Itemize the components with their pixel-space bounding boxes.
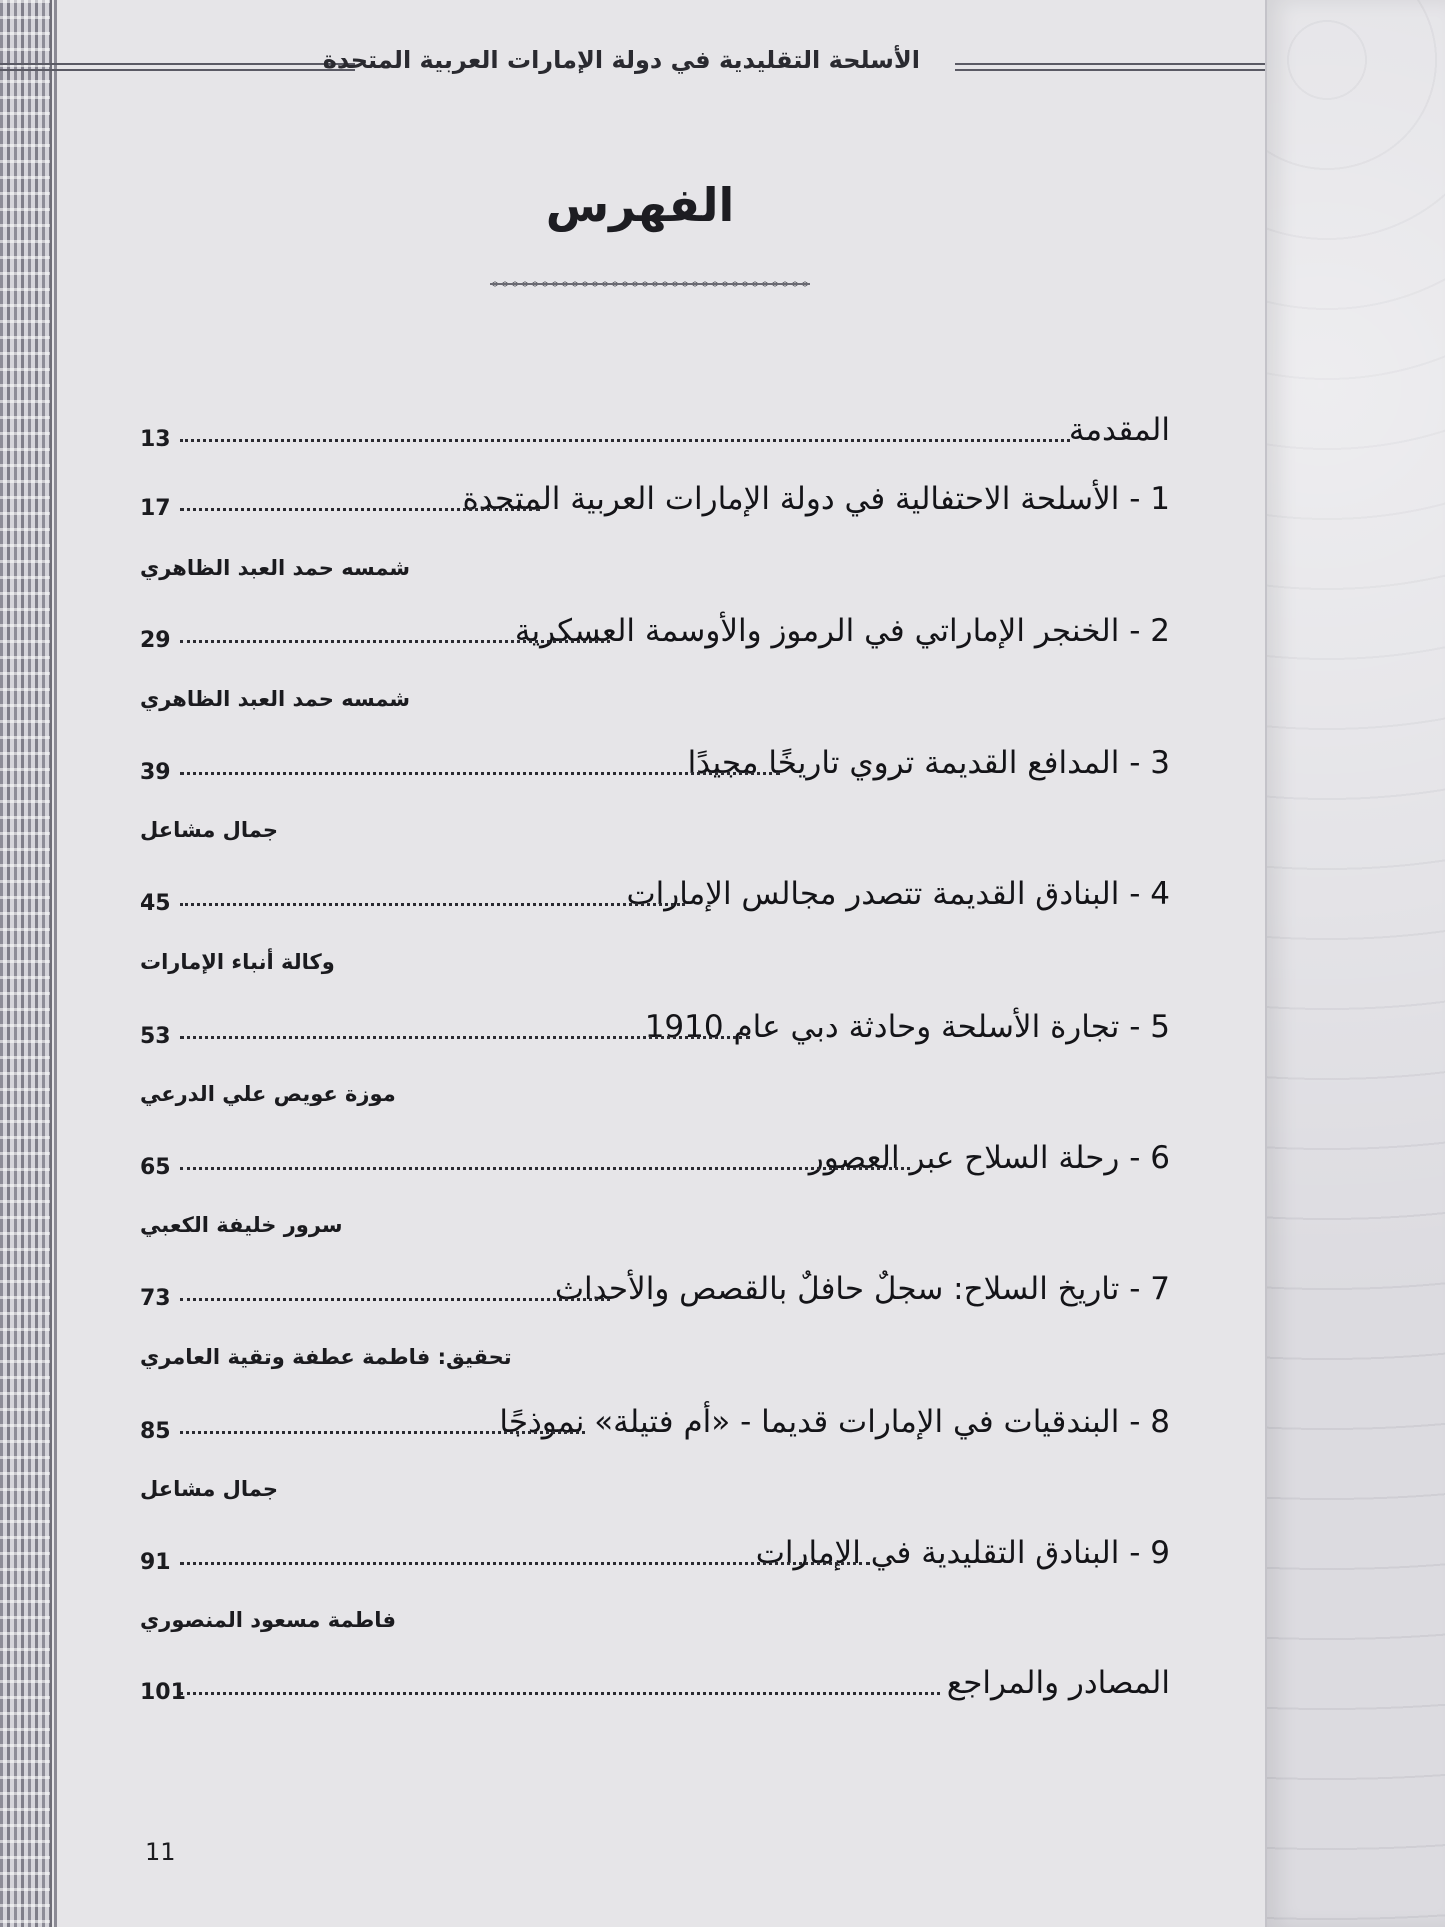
toc-entry [140,995,1170,1051]
header-rule-left-2 [0,69,355,71]
header-rule-right [955,63,1265,65]
dot-leader [180,1295,610,1301]
dot-leader [180,436,1070,442]
entry-title: 1 - الأسلحة الاحتفالية في دولة الإمارات العربية المتحدة [462,481,1170,517]
dot-leader [180,900,685,906]
header-rule-right-2 [955,69,1265,71]
entry-author: فاطمة مسعود المنصوري [140,1608,396,1632]
dot-leader [180,1033,750,1039]
toc-entry [140,1651,1170,1707]
book-title: الأسلحة التقليدية في دولة الإمارات العربية المتحدة [322,46,920,74]
entry-title: 7 - تاريخ السلاح: سجلٌ حافلٌ بالقصص والأحداث [554,1271,1170,1307]
entry-title: 2 - الخنجر الإماراتي في الرموز والأوسمة العسكرية [514,613,1170,649]
dot-leader [180,637,610,643]
left-border-line [54,0,57,1927]
entry-title: 9 - البنادق التقليدية في الإمارات [755,1535,1170,1571]
toc-entry [140,398,1170,454]
page-number: 11 [145,1838,176,1866]
entry-page: 29 [140,628,171,653]
entry-author: وكالة أنباء الإمارات [140,950,335,974]
entry-page: 13 [140,427,171,452]
toc-entry [140,1521,1170,1577]
dot-leader [180,769,780,775]
toc-entry [140,1126,1170,1182]
running-header [0,38,1265,78]
toc-heading: الفهرس [545,178,735,232]
facing-page-pattern [1265,0,1445,1927]
entry-page: 101 [140,1680,186,1705]
entry-author: شمسه حمد العبد الظاهري [140,687,411,711]
entry-page: 91 [140,1550,171,1575]
entry-author: جمال مشاعل [140,818,278,842]
toc-entry [140,467,1170,523]
entry-author: سرور خليفة الكعبي [140,1213,343,1237]
entry-page: 39 [140,760,171,785]
entry-page: 17 [140,496,171,521]
entry-author: جمال مشاعل [140,1477,278,1501]
entry-title: 8 - البندقيات في الإمارات قديما - «أم فتيلة» نموذجًا [499,1404,1170,1440]
dot-leader [180,1559,870,1565]
entry-page: 85 [140,1419,171,1444]
entry-author: تحقيق: فاطمة عطفة وتقية العامري [140,1345,512,1369]
heading-ornament [490,278,810,290]
entry-page: 53 [140,1024,171,1049]
toc-entry [140,1390,1170,1446]
left-ornamental-border [0,0,52,1927]
entry-title: 5 - تجارة الأسلحة وحادثة دبي عام 1910 [644,1009,1170,1045]
entry-page: 73 [140,1286,171,1311]
toc-entry [140,731,1170,787]
toc-entry [140,862,1170,918]
dot-leader [180,1428,585,1434]
entry-page: 65 [140,1155,171,1180]
entry-title: 4 - البنادق القديمة تتصدر مجالس الإمارات [626,876,1170,912]
dot-leader [180,1164,910,1170]
toc-entry [140,1257,1170,1313]
entry-author: موزة عويص علي الدرعي [140,1082,396,1106]
entry-title: المقدمة [1068,412,1170,448]
toc-entry [140,599,1170,655]
entry-title: 3 - المدافع القديمة تروي تاريخًا مجيدًا [687,745,1170,781]
dot-leader [180,505,540,511]
dot-leader [180,1689,940,1695]
entry-title: 6 - رحلة السلاح عبر العصور [808,1140,1170,1176]
entry-page: 45 [140,891,171,916]
entry-title: المصادر والمراجع [946,1665,1170,1701]
entry-author: شمسه حمد العبد الظاهري [140,556,411,580]
header-rule-left [0,63,355,65]
